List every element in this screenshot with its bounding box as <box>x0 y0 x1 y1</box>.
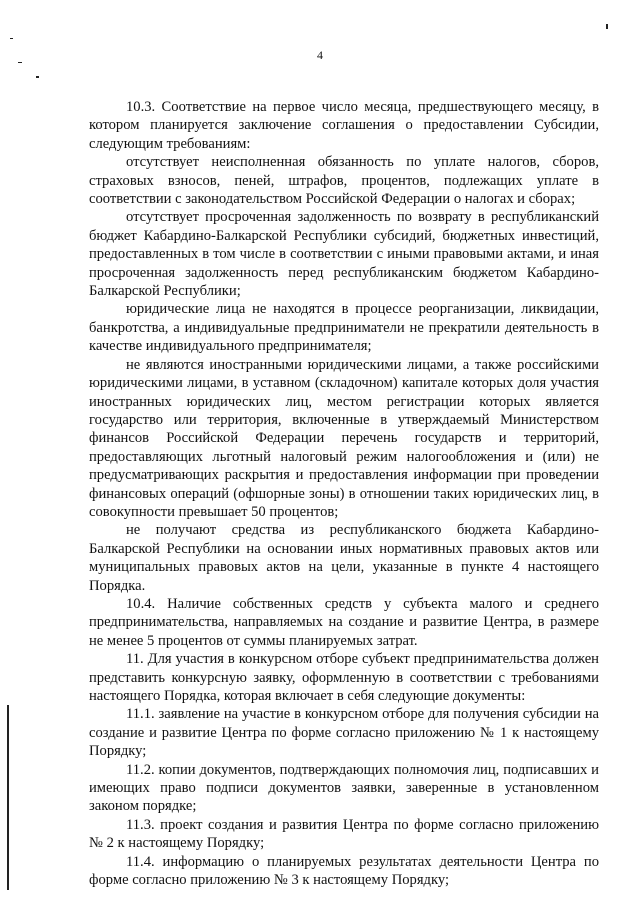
paragraph-reorganization: юридические лица не находятся в процессе реорганизации, ликвидации, банкротства, а индивидуальные предприниматели не прекратили деятельность в качестве индивидуального предпринимателя; <box>89 301 599 355</box>
paragraph-foreign-entities: не являются иностранными юридическими лицами, а также российскими юридическими лицами, в уставном (складочном) капитале которых доля участия иностранных юридических лиц, местом регистрации которых является государство или территория, включенные в утверждаемый Министерством финансов Российской Федерации перечень государств и территорий, предоставляющих льготный налоговый режим налогообложения и (или) не предусматривающих раскрытия и предоставления информации при проведении финансовых операций (офшорные зоны) в отношении таких юридических лиц, в совокупности превышает 50 процентов; <box>89 356 599 520</box>
page-number: 4 <box>317 48 323 62</box>
paragraph-11-2: 11.2. копии документов, подтверждающих полномочия лиц, подписавших и имеющих право подписи документов заявки, заверенные в установленном законом порядке; <box>89 761 599 815</box>
scan-mark <box>10 38 13 39</box>
paragraph-11: 11. Для участия в конкурсном отборе субъект предпринимательства должен представить конкурсную заявку, оформленную в соответствии с требованиями настоящего Порядка, которая включает в себя следующие документы: <box>89 651 599 704</box>
paragraph-other-funds: не получают средства из республиканского бюджета Кабардино-Балкарской Республики на основании иных нормативных правовых актов или муниципальных правовых актов на цели, указанные в пункте 4 настоящего Порядка. <box>89 522 599 594</box>
document-body <box>89 98 599 889</box>
paragraph-budget-debt: отсутствует просроченная задолженность по возврату в республиканский бюджет Кабардино-Балкарской Республики субсидий, бюджетных инвестиций, предоставленных в том числе в соответствии с иными правовыми актами, и иная просроченная задолженность перед республиканским бюджетом Кабардино-Балкарской Республики; <box>89 209 599 300</box>
paragraph-tax-debt: отсутствует неисполненная обязанность по уплате налогов, сборов, страховых взносов, пеней, штрафов, процентов, подлежащих уплате в соответствии с законодательством Российской Федерации о налогах и сборах; <box>89 154 599 208</box>
scan-mark <box>7 705 9 890</box>
paragraph-10-3: 10.3. Соответствие на первое число месяца, предшествующего месяцу, в котором планируется заключение соглашения о предоставлении Субсидии, следующим требованиям: <box>89 99 599 152</box>
paragraph-11-4: 11.4. информацию о планируемых результатах деятельности Центра по форме согласно приложению № 3 к настоящему Порядку; <box>89 853 599 889</box>
paragraph-11-1: 11.1. заявление на участие в конкурсном отборе для получения субсидии на создание и развитие Центра по форме согласно приложению № 1 к настоящему Порядку; <box>89 706 599 760</box>
scan-mark <box>36 76 39 78</box>
scan-mark <box>606 24 608 29</box>
paragraph-11-3: 11.3. проект создания и развития Центра по форме согласно приложению № 2 к настоящему Порядку; <box>89 816 599 852</box>
paragraph-10-4: 10.4. Наличие собственных средств у субъекта малого и среднего предпринимательства, направляемых на создание и развитие Центра, в размере не менее 5 процентов от суммы планируемых затрат. <box>89 595 599 649</box>
